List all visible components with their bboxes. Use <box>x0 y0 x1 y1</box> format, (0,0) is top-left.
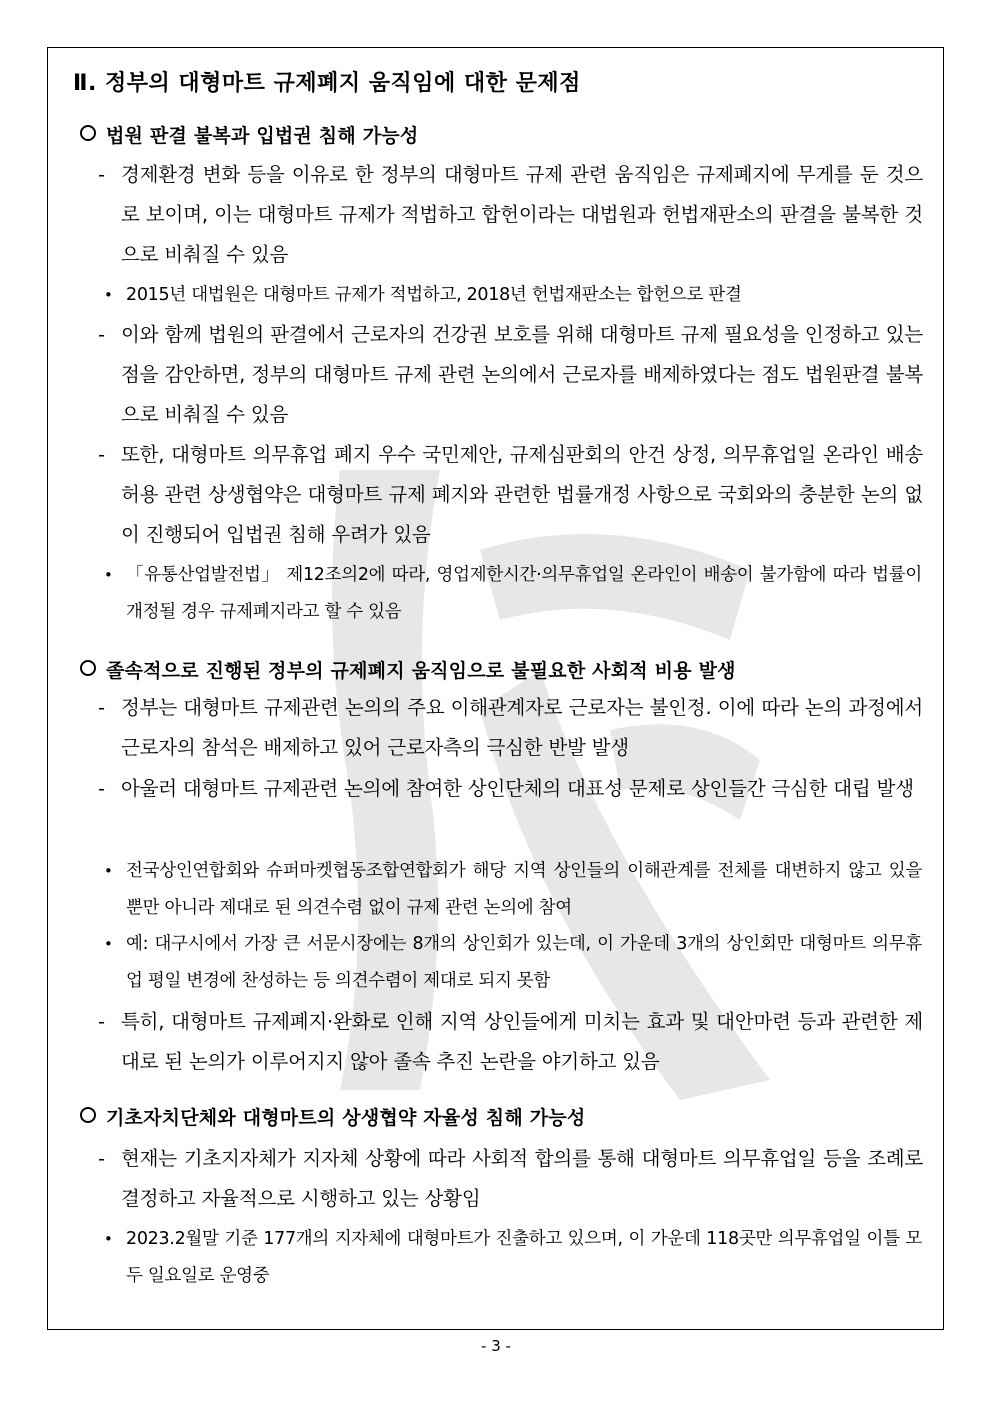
bullet-marker: • <box>104 286 113 304</box>
item-text: 2015년 대법원은 대형마트 규제가 적법하고, 2018년 헌법재판소는 합헌으로 판결 <box>126 285 742 305</box>
dash-marker: - <box>98 163 105 186</box>
bullet-marker: • <box>104 1230 113 1248</box>
dash-marker: - <box>98 443 105 466</box>
dash-item <box>98 1002 923 1082</box>
item-text: 경제환경 변화 등을 이유로 한 정부의 대형마트 규제 관련 움직임은 규제폐지에 무게를 둔 것으로 보이며, 이는 대형마트 규제가 적법하고 합헌이라는 대법원과 헌법재판소의 판결을 불복한 것으로 비춰질 수 있음 <box>121 163 923 266</box>
item-text: 정부는 대형마트 규제관련 논의의 주요 이해관계자로 근로자는 불인정. 이에 따라 논의 과정에서 근로자의 참석은 배제하고 있어 근로자측의 극심한 반발 발생 <box>121 696 923 759</box>
bullet-item <box>104 926 922 1000</box>
circle-bullet-icon <box>80 125 96 141</box>
dash-item <box>98 155 923 275</box>
item-text: 전국상인연합회와 슈퍼마켓협동조합연합회가 해당 지역 상인들의 이해관계를 전체를 대변하지 않고 있을 뿐만 아니라 제대로 된 의견수렴 없이 규제 관련 논의에 참여 <box>126 861 922 918</box>
dash-marker: - <box>98 696 105 719</box>
dash-marker: - <box>98 323 105 346</box>
dash-item <box>98 1139 923 1219</box>
item-text: 2023.2월말 기준 177개의 지자체에 대형마트가 진출하고 있으며, 이 가운데 118곳만 의무휴업일 이틀 모두 일요일로 운영중 <box>126 1229 922 1286</box>
bullet-marker: • <box>104 566 113 584</box>
bullet-item <box>104 277 922 314</box>
circle-bullet-icon <box>80 660 96 676</box>
item-text: 현재는 기초지자체가 지자체 상황에 따라 사회적 합의를 통해 대형마트 의무휴업일 등을 조례로 결정하고 자율적으로 시행하고 있는 상황임 <box>121 1147 923 1210</box>
dash-marker: - <box>98 1147 105 1170</box>
item-text: 아울러 대형마트 규제관련 논의에 참여한 상인단체의 대표성 문제로 상인들간 극심한 대립 발생 <box>121 777 914 800</box>
dash-item <box>98 315 923 435</box>
circle-bullet-icon <box>80 1107 96 1123</box>
item-text: 이와 함께 법원의 판결에서 근로자의 건강권 보호를 위해 대형마트 규제 필요성을 인정하고 있는 점을 감안하면, 정부의 대형마트 규제 관련 논의에서 근로자를 배제하였다는 점도 법원판결 불복으로 비춰질 수 있음 <box>121 323 923 426</box>
item-text: 특히, 대형마트 규제폐지·완화로 인해 지역 상인들에게 미치는 효과 및 대안마련 등과 관련한 제대로 된 논의가 이루어지지 않아 졸속 추진 논란을 야기하고 있음 <box>121 1010 923 1073</box>
bullet-marker: • <box>104 862 113 880</box>
item-text: 예: 대구시에서 가장 큰 서문시장에는 8개의 상인회가 있는데, 이 가운데 3개의 상인회만 대형마트 의무휴업 평일 변경에 찬성하는 등 의견수렴이 제대로 되지 못함 <box>126 934 922 991</box>
heading-text: 졸속적으로 진행된 정부의 규제폐지 움직임으로 불필요한 사회적 비용 발생 <box>106 660 736 682</box>
item-text: 또한, 대형마트 의무휴업 폐지 우수 국민제안, 규제심판회의 안건 상정, 의무휴업일 온라인 배송 허용 관련 상생협약은 대형마트 규제 폐지와 관련한 법률개정 사항으로 국회와의 충분한 논의 없이 진행되어 입법권 침해 우려가 있음 <box>121 443 923 546</box>
dash-marker: - <box>98 1010 105 1033</box>
page-number: - 3 - <box>481 1337 511 1355</box>
dash-item <box>98 688 923 768</box>
section-title: Ⅱ. 정부의 대형마트 규제폐지 움직임에 대한 문제점 <box>73 71 581 96</box>
heading-text: 법원 판결 불복과 입법권 침해 가능성 <box>106 125 419 147</box>
bullet-item <box>104 557 922 631</box>
item-text: 「유통산업발전법」 제12조의2에 따라, 영업제한시간·의무휴업일 온라인이 배송이 불가함에 따라 법률이 개정될 경우 규제폐지라고 할 수 있음 <box>126 565 922 622</box>
bullet-marker: • <box>104 935 113 953</box>
dash-item <box>98 435 923 555</box>
section-heading-1 <box>80 121 418 148</box>
section-heading-2 <box>80 656 736 683</box>
dash-item <box>98 769 923 809</box>
section-heading-3 <box>80 1103 585 1130</box>
bullet-item <box>104 853 922 927</box>
dash-marker: - <box>98 777 105 800</box>
bullet-item <box>104 1221 922 1295</box>
heading-text: 기초자치단체와 대형마트의 상생협약 자율성 침해 가능성 <box>106 1107 586 1129</box>
